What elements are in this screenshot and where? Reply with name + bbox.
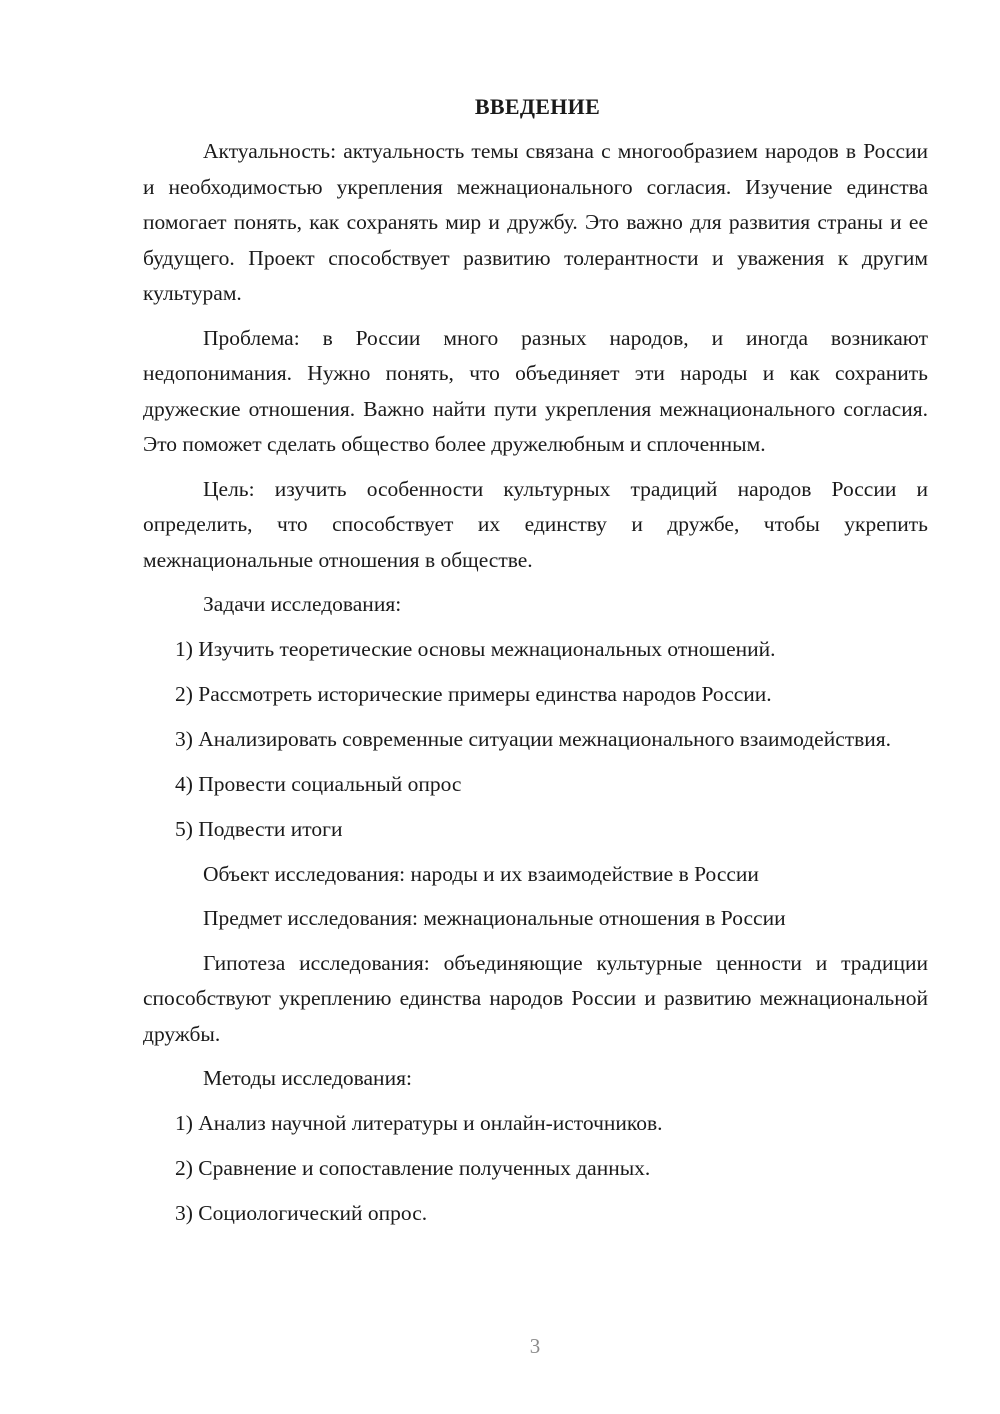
section-title: ВВЕДЕНИЕ bbox=[474, 94, 601, 119]
task-item-4: 4) Провести социальный опрос bbox=[175, 771, 462, 796]
task-item-2: 2) Рассмотреть исторические примеры единства народов России. bbox=[175, 681, 772, 706]
method-item-1: 1) Анализ научной литературы и онлайн-источников. bbox=[175, 1110, 663, 1135]
relevance-paragraph: Актуальность: актуальность темы связана с многообразием народов в России и необходимостью укрепления межнационального согласия. Изучение единства помогает понять, как сохранять мир и дружбу. Это важно для развития страны и ее будущего. Проект способствует развитию толерантности и уважения к другим культурам. bbox=[143, 139, 928, 305]
page-number: 3 bbox=[529, 1334, 541, 1358]
page-content bbox=[143, 94, 928, 1241]
object-paragraph: Объект исследования: народы и их взаимодействие в России bbox=[203, 861, 759, 886]
method-item-2: 2) Сравнение и сопоставление полученных данных. bbox=[175, 1155, 651, 1180]
methods-heading: Методы исследования: bbox=[203, 1066, 412, 1090]
hypothesis-paragraph: Гипотеза исследования: объединяющие культурные ценности и традиции способствуют укреплению единства народов России и развитию межнациональной дружбы. bbox=[143, 950, 928, 1046]
subject-paragraph: Предмет исследования: межнациональные отношения в России bbox=[203, 906, 786, 930]
task-item-3: 3) Анализировать современные ситуации межнационального взаимодействия. bbox=[175, 726, 892, 751]
method-item-3: 3) Социологический опрос. bbox=[175, 1200, 428, 1225]
task-item-5: 5) Подвести итоги bbox=[175, 816, 343, 841]
problem-paragraph: Проблема: в России много разных народов, и иногда возникают недопонимания. Нужно понять, что объединяет эти народы и как сохранить дружеские отношения. Важно найти пути укрепления межнационального согласия. Это поможет сделать общество более дружелюбным и сплоченным. bbox=[143, 325, 928, 456]
goal-paragraph: Цель: изучить особенности культурных традиций народов России и определить, что способствует их единству и дружбе, чтобы укрепить межнациональные отношения в обществе. bbox=[143, 476, 928, 572]
task-item-1: 1) Изучить теоретические основы межнациональных отношений. bbox=[175, 636, 776, 661]
tasks-heading: Задачи исследования: bbox=[203, 592, 402, 616]
